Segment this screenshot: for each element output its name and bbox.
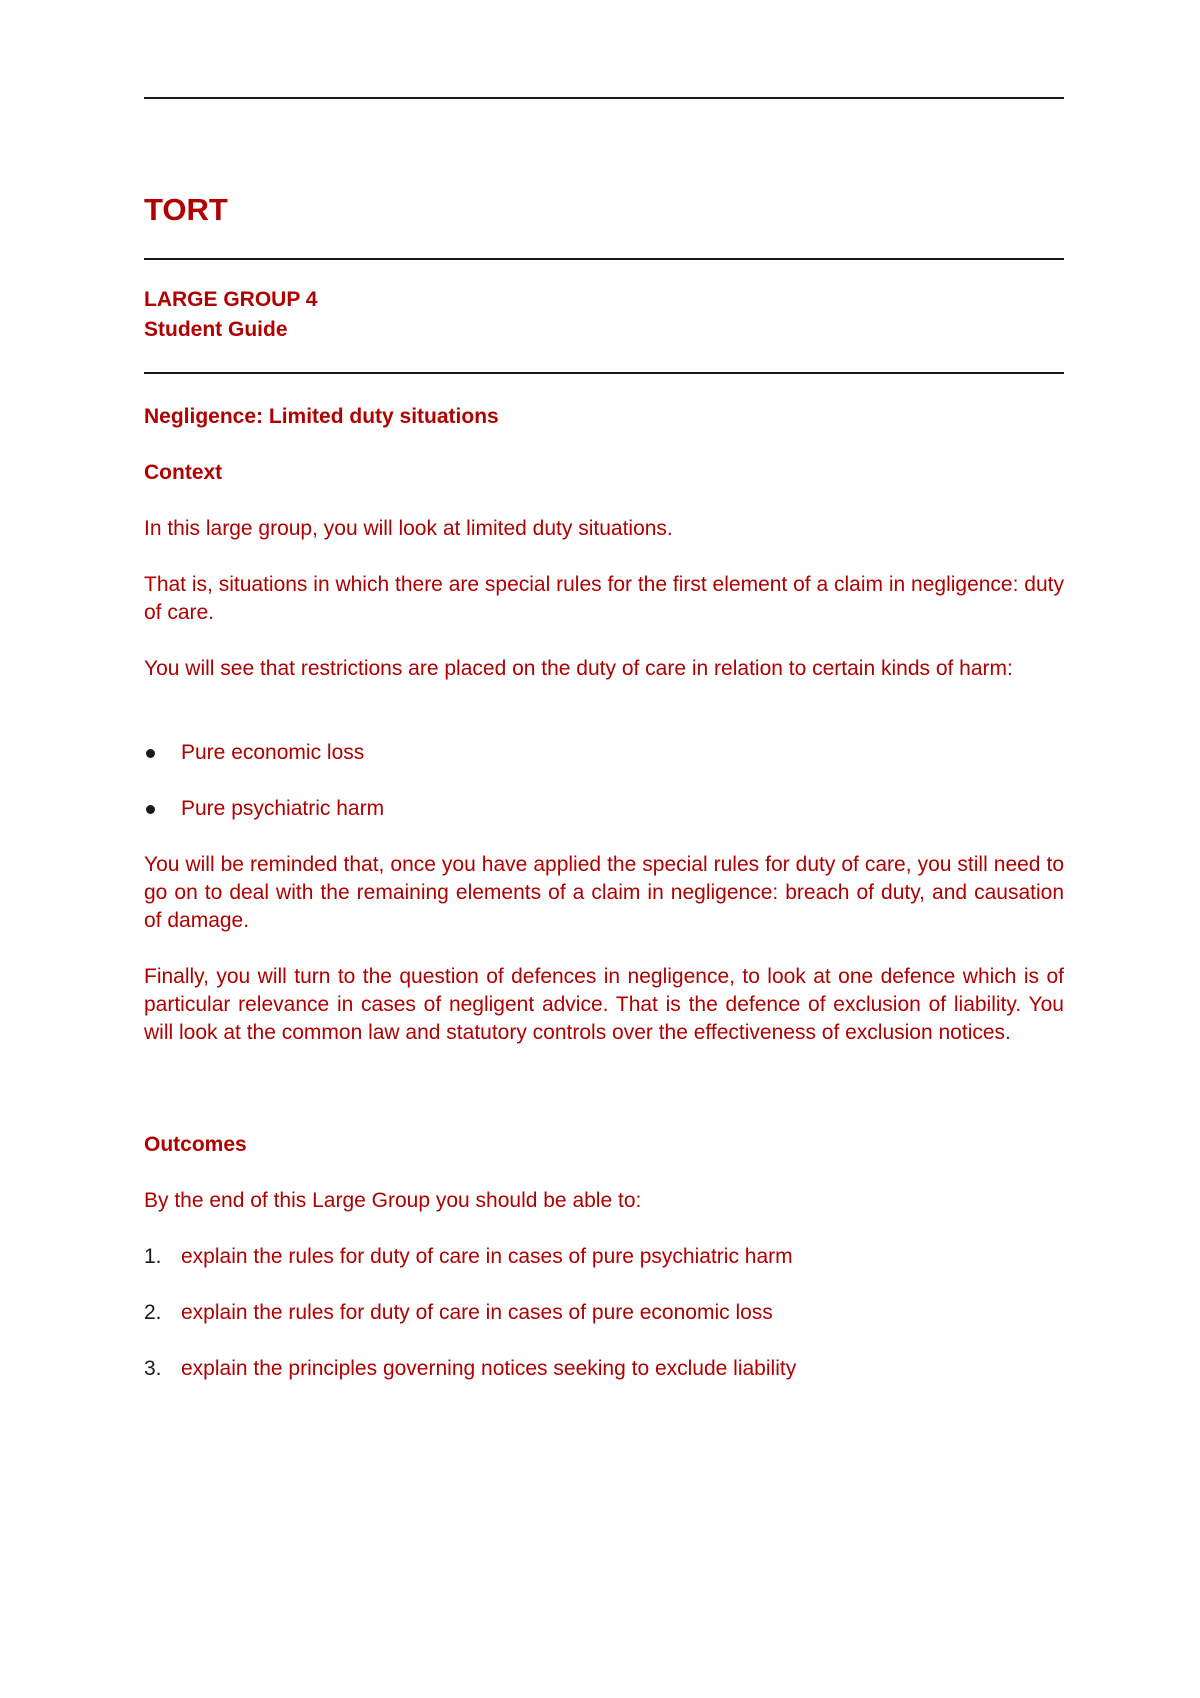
outcomes-heading: Outcomes xyxy=(144,1133,247,1156)
context-paragraph: You will see that restrictions are placed on the duty of care in relation to certain kinds of harm: xyxy=(144,657,1013,680)
course-title: TORT xyxy=(144,192,228,227)
list-number: 3. xyxy=(144,1357,162,1380)
bullet-icon xyxy=(146,805,155,814)
outcomes-intro: By the end of this Large Group you should be able to: xyxy=(144,1189,642,1212)
outcome-text: explain the rules for duty of care in cases of pure economic loss xyxy=(181,1301,773,1324)
group-label: LARGE GROUP 4 xyxy=(144,288,318,311)
context-heading: Context xyxy=(144,461,223,484)
bullet-text: Pure psychiatric harm xyxy=(181,797,385,820)
list-number: 1. xyxy=(144,1245,162,1268)
bullet-icon xyxy=(146,749,155,758)
context-paragraph: You will be reminded that, once you have applied the special rules for duty of care, you still need to go on to deal with the remaining elements of a claim in negligence: breach of duty, and causation of damage. xyxy=(144,853,1064,932)
header-rule xyxy=(144,372,1064,374)
context-paragraph: That is, situations in which there are special rules for the first element of a claim in negligence: duty of care. xyxy=(144,573,1064,624)
guide-label: Student Guide xyxy=(144,318,288,341)
bullet-text: Pure economic loss xyxy=(181,741,365,764)
context-paragraph: Finally, you will turn to the question of defences in negligence, to look at one defence which is of particular relevance in cases of negligent advice. That is the defence of exclusion of liability. You will look at the common law and statutory controls over the effectiveness of exclusion notices. xyxy=(144,965,1064,1044)
outcome-text: explain the rules for duty of care in cases of pure psychiatric harm xyxy=(181,1245,793,1268)
topic-heading: Negligence: Limited duty situations xyxy=(144,405,499,428)
outcome-text: explain the principles governing notices seeking to exclude liability xyxy=(181,1357,797,1380)
top-rule xyxy=(144,97,1064,99)
context-paragraph: In this large group, you will look at limited duty situations. xyxy=(144,517,673,540)
title-rule xyxy=(144,258,1064,260)
list-number: 2. xyxy=(144,1301,162,1324)
